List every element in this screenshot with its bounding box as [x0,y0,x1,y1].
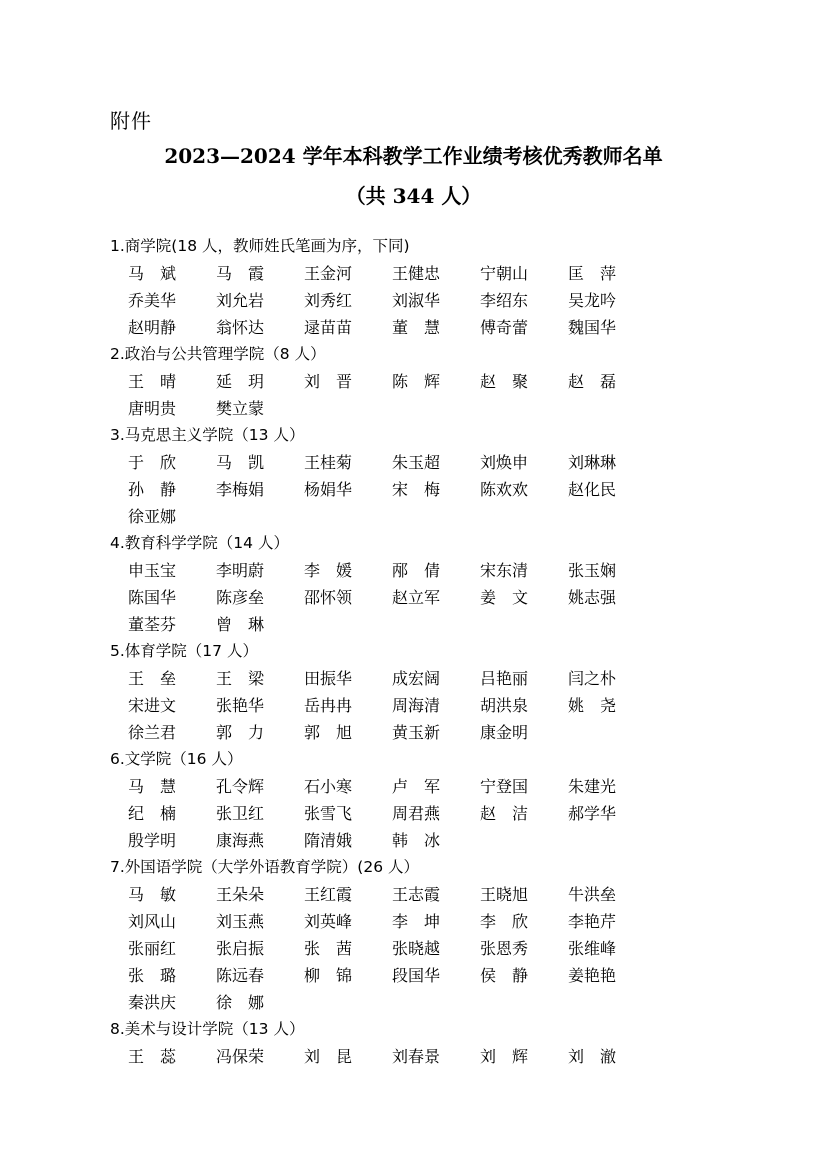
teacher-name: 张晓越 [392,939,441,958]
section-heading: 8.美术与设计学院（13 人） [110,1020,305,1038]
teacher-name: 成宏阔 [392,669,441,688]
teacher-name: 康金明 [480,723,529,742]
teacher-name: 魏国华 [568,318,617,337]
name-row [110,665,800,692]
teacher-name: 李 欣 [480,912,529,931]
attachment-label: 附件 [110,109,152,133]
section-heading: 7.外国语学院（大学外语教育学院）(26 人） [110,858,419,876]
teacher-name: 张玉娴 [568,561,617,580]
teacher-name: 周海清 [392,696,441,715]
name-row [110,692,800,719]
teacher-name: 田振华 [304,669,353,688]
teacher-name: 刘春景 [392,1047,441,1066]
teacher-name: 傅奇蕾 [480,318,529,337]
teacher-name: 邴 倩 [392,561,441,580]
teacher-name: 姜 文 [480,588,529,607]
name-row [110,773,800,800]
teacher-name: 徐亚娜 [128,507,177,526]
teacher-name: 张维峰 [568,939,617,958]
teacher-name: 周君燕 [392,804,441,823]
teacher-name: 李 媛 [304,561,353,580]
name-row [110,800,800,827]
teacher-name: 张启振 [216,939,265,958]
teacher-name: 赵立军 [392,588,441,607]
teacher-name: 朱建光 [568,777,617,796]
teacher-name: 冯保荣 [216,1047,265,1066]
name-row [110,935,800,962]
teacher-name: 陈 辉 [392,372,441,391]
teacher-name: 刘 澈 [568,1047,617,1066]
teacher-name: 唐明贵 [128,399,177,418]
teacher-list [110,233,800,1070]
teacher-name: 刘秀红 [304,291,353,310]
teacher-name: 卢 军 [392,777,441,796]
teacher-name: 隋清娥 [304,831,353,850]
teacher-name: 王 垒 [128,669,177,688]
teacher-name: 刘允岩 [216,291,265,310]
teacher-name: 殷学明 [128,831,177,850]
teacher-name: 王健忠 [392,264,441,283]
teacher-name: 刘 晋 [304,372,353,391]
teacher-name: 张恩秀 [480,939,529,958]
teacher-name: 董荃芬 [128,615,177,634]
name-row [110,449,800,476]
section-heading: 1.商学院(18 人，教师姓氏笔画为序，下同) [110,237,410,255]
teacher-name: 延 玥 [216,372,265,391]
teacher-name: 刘焕申 [480,453,529,472]
name-row [110,260,800,287]
teacher-name: 康海燕 [216,831,265,850]
teacher-name: 陈远春 [216,966,265,985]
teacher-name: 孙 静 [128,480,177,499]
teacher-name: 樊立蒙 [216,399,265,418]
teacher-name: 郭 旭 [304,723,353,742]
teacher-name: 王晓旭 [480,885,529,904]
teacher-name: 王 晴 [128,372,177,391]
teacher-name: 王红霞 [304,885,353,904]
teacher-name: 王金河 [304,264,353,283]
teacher-name: 吕艳丽 [480,669,529,688]
name-row [110,881,800,908]
teacher-name: 逯苗苗 [304,318,353,337]
teacher-name: 马 霞 [216,264,265,283]
teacher-name: 马 敏 [128,885,177,904]
teacher-name: 乔美华 [128,291,177,310]
teacher-name: 曾 琳 [216,615,265,634]
teacher-name: 张丽红 [128,939,177,958]
teacher-name: 张艳华 [216,696,265,715]
teacher-name: 陈欢欢 [480,480,529,499]
teacher-name: 刘淑华 [392,291,441,310]
teacher-name: 石小寒 [304,777,353,796]
teacher-name: 朱玉超 [392,453,441,472]
teacher-name: 刘玉燕 [216,912,265,931]
teacher-name: 李艳芹 [568,912,617,931]
teacher-name: 宁朝山 [480,264,529,283]
name-row [110,287,800,314]
teacher-name: 姚 尧 [568,696,617,715]
teacher-name: 王朵朵 [216,885,265,904]
teacher-name: 胡洪泉 [480,696,529,715]
teacher-name: 韩 冰 [392,831,441,850]
name-row [110,1043,800,1070]
teacher-name: 牛洪垒 [568,885,617,904]
teacher-name: 张 茜 [304,939,353,958]
teacher-name: 姚志强 [568,588,617,607]
teacher-name: 王 蕊 [128,1047,177,1066]
teacher-name: 杨娟华 [304,480,353,499]
teacher-name: 郭 力 [216,723,265,742]
teacher-name: 陈国华 [128,588,177,607]
teacher-name: 郝学华 [568,804,617,823]
teacher-name: 张雪飞 [304,804,353,823]
teacher-name: 王 梁 [216,669,265,688]
teacher-name: 张卫红 [216,804,265,823]
teacher-name: 赵 磊 [568,372,617,391]
teacher-name: 张 璐 [128,966,177,985]
section-heading: 3.马克思主义学院（13 人） [110,426,305,444]
teacher-name: 马 慧 [128,777,177,796]
teacher-name: 刘 昆 [304,1047,353,1066]
name-row [110,989,800,1016]
teacher-name: 段国华 [392,966,441,985]
teacher-name: 李梅娟 [216,480,265,499]
teacher-name: 徐兰君 [128,723,177,742]
name-row [110,719,800,746]
teacher-name: 马 凯 [216,453,265,472]
teacher-name: 于 欣 [128,453,177,472]
name-row [110,611,800,638]
name-row [110,827,800,854]
teacher-name: 邵怀领 [304,588,353,607]
section-heading: 4.教育科学学院（14 人） [110,534,289,552]
teacher-name: 姜艳艳 [568,966,617,985]
name-row [110,503,800,530]
teacher-name: 赵 聚 [480,372,529,391]
teacher-name: 纪 楠 [128,804,177,823]
document-title: 2023—2024 学年本科教学工作业绩考核优秀教师名单 [164,144,663,168]
section-heading: 6.文学院（16 人） [110,750,243,768]
teacher-name: 闫之朴 [568,669,617,688]
teacher-name: 宋 梅 [392,480,441,499]
teacher-name: 秦洪庆 [128,993,177,1012]
document-subtitle: （共 344 人） [345,184,482,208]
teacher-name: 赵明静 [128,318,177,337]
teacher-name: 翁怀达 [216,318,265,337]
teacher-name: 匡 萍 [568,264,617,283]
teacher-name: 王桂菊 [304,453,353,472]
teacher-name: 王志霞 [392,885,441,904]
section-heading: 2.政治与公共管理学院（8 人） [110,345,326,363]
teacher-name: 赵化民 [568,480,617,499]
teacher-name: 刘琳琳 [568,453,617,472]
teacher-name: 孔令辉 [216,777,265,796]
teacher-name: 刘英峰 [304,912,353,931]
name-row [110,962,800,989]
teacher-name: 宋进文 [128,696,177,715]
teacher-name: 岳冉冉 [304,696,353,715]
teacher-name: 吴龙吟 [568,291,617,310]
teacher-name: 柳 锦 [304,966,353,985]
name-row [110,395,800,422]
name-row [110,584,800,611]
teacher-name: 赵 洁 [480,804,529,823]
teacher-name: 马 斌 [128,264,177,283]
teacher-name: 侯 静 [480,966,529,985]
section-heading: 5.体育学院（17 人） [110,642,258,660]
teacher-name: 李明蔚 [216,561,265,580]
teacher-name: 李绍东 [480,291,529,310]
teacher-name: 宁登国 [480,777,529,796]
teacher-name: 刘 辉 [480,1047,529,1066]
name-row [110,908,800,935]
teacher-name: 李 坤 [392,912,441,931]
teacher-name: 董 慧 [392,318,441,337]
name-row [110,557,800,584]
teacher-name: 宋东清 [480,561,529,580]
teacher-name: 刘风山 [128,912,177,931]
name-row [110,476,800,503]
teacher-name: 申玉宝 [128,561,177,580]
teacher-name: 徐 娜 [216,993,265,1012]
teacher-name: 黄玉新 [392,723,441,742]
name-row [110,368,800,395]
name-row [110,314,800,341]
teacher-name: 陈彦垒 [216,588,265,607]
